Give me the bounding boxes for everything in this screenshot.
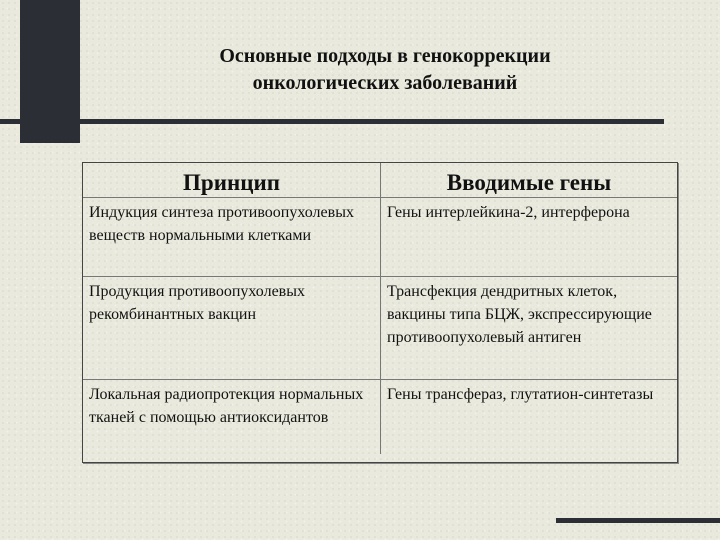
slide-title: [100, 43, 670, 97]
decorative-bottom-rule: [556, 518, 720, 523]
principle-cell: Индукция синтеза противоопухолевых веществ нормальными клетками: [83, 198, 381, 276]
header-genes: Вводимые гены: [446, 170, 612, 195]
slide-title-line-2: онкологических заболеваний: [252, 72, 518, 94]
table-row: [83, 198, 677, 277]
table-header-row: [83, 163, 677, 198]
genes-cell: Гены трансфераз, глутатион-синтетазы: [387, 386, 654, 403]
header-principle: Принцип: [83, 163, 381, 197]
principle-cell: Продукция противоопухолевых рекомбинантных вакцин: [83, 277, 381, 379]
principle-cell: Локальная радиопротекция нормальных тканей с помощью антиоксидантов: [83, 380, 381, 454]
slide-title-line-1: Основные подходы в генокоррекции: [219, 45, 551, 67]
genes-cell: Гены интерлейкина-2, интерферона: [387, 204, 630, 221]
approaches-table: [82, 162, 678, 463]
table-row: [83, 380, 677, 454]
table-row: [83, 277, 677, 380]
genes-cell: Трансфекция дендритных клеток, вакцины типа БЦЖ, экспрессирующие противоопухолевый антиген: [387, 283, 652, 346]
decorative-top-rule: [0, 119, 664, 124]
